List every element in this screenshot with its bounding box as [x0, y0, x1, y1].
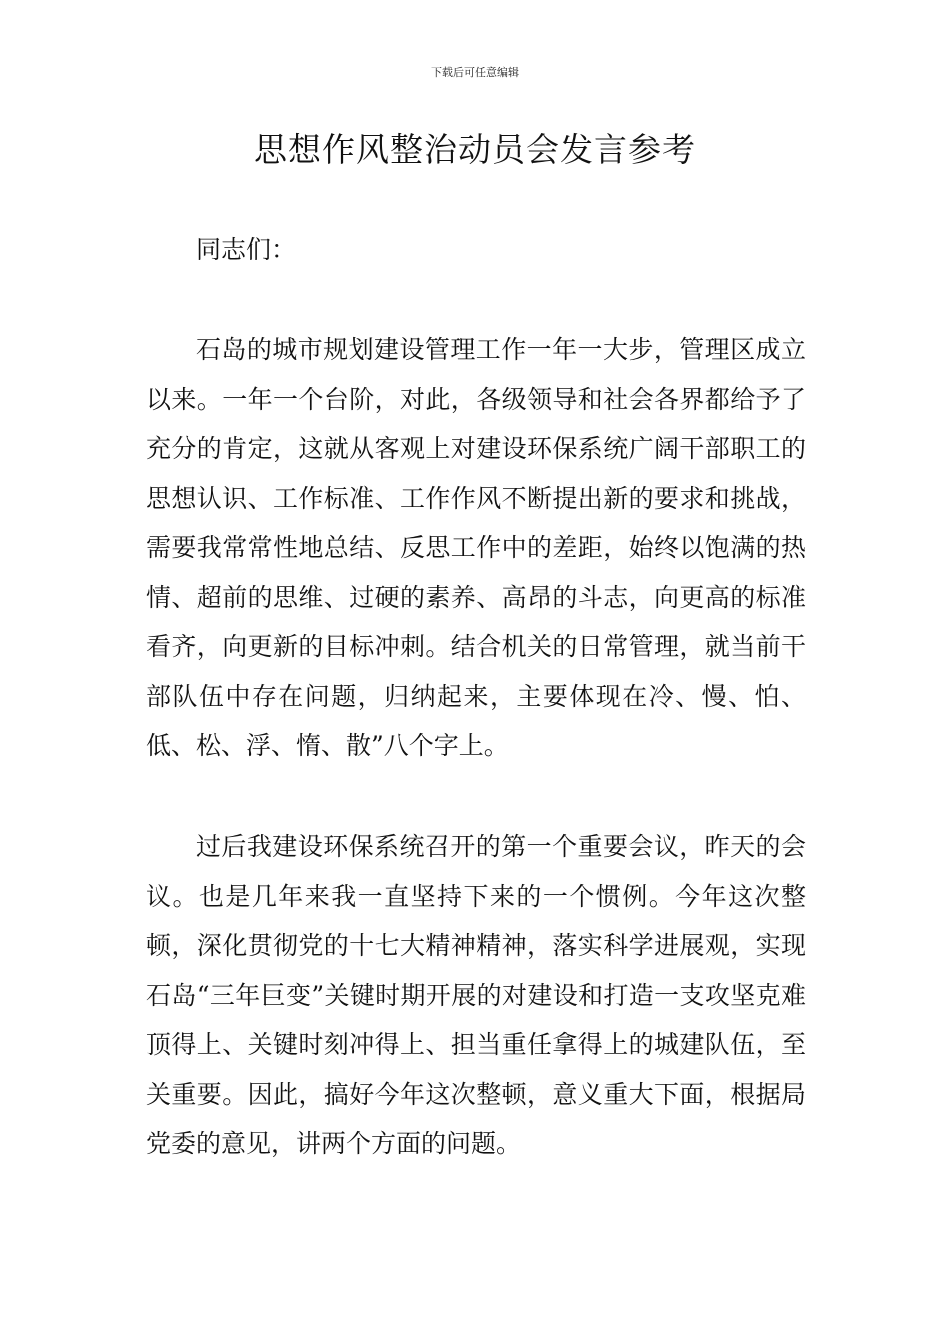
paragraph-2: 过后我建设环保系统召开的第一个重要会议，昨天的会议。也是几年来我一直坚持下来的一个惯例。今年这次整顿，深化贯彻党的十七大精神精神，落实科学进展观，实现石岛“三年巨变”关键时期开展的对建设和打造一支攻坚克难顶得上、关键时刻冲得上、担当重任拿得上的城建队伍，至关重要。因此，搞好今年这次整顿，意义重大下面，根据局党委的意见，讲两个方面的问题。 — [146, 832, 806, 1158]
paragraph-1: 石岛的城市规划建设管理工作一年一大步，管理区成立以来。一年一个台阶，对此，各级领导和社会各界都给予了充分的肯定，这就从客观上对建设环保系统广阔干部职工的思想认识、工作标准、工作作风不断提出新的要求和挑战，需要我常常性地总结、反思工作中的差距，始终以饱满的热情、超前的思维、过硬的素养、高昂的斗志，向更高的标准看齐，向更新的目标冲刺。结合机关的日常管理，就当前干部队伍中存在问题，归纳起来，主要体现在冷、慢、怕、低、松、浮、惰、散”八个字上。 — [146, 335, 806, 760]
salutation: 同志们： — [196, 235, 297, 264]
header-note: 下载后可任意编辑 — [431, 66, 519, 79]
document-title: 思想作风整治动员会发言参考 — [254, 130, 696, 169]
